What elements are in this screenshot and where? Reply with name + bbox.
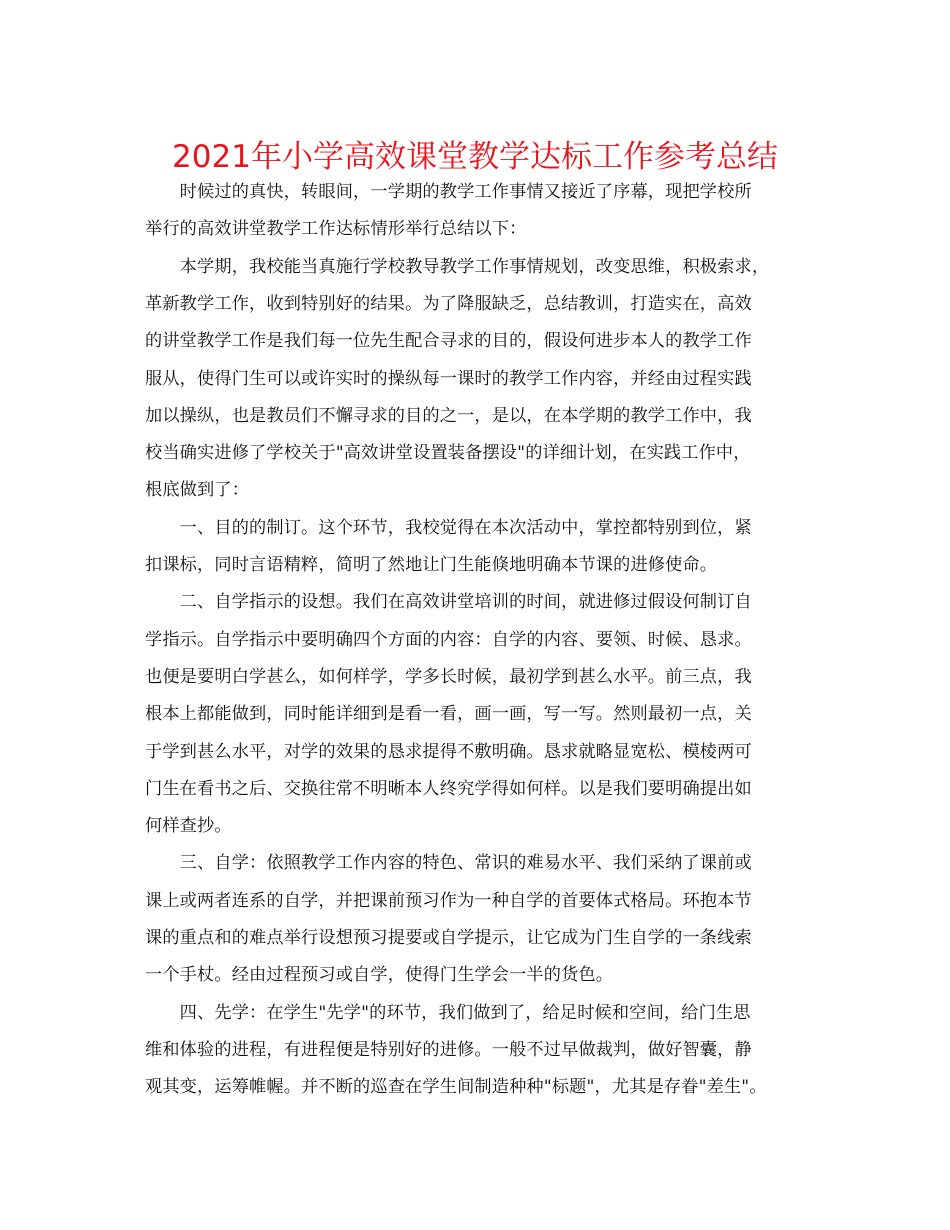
body-line: 服从，使得门生可以或许实时的操纵每一课时的教学工作内容，并经由过程实践	[145, 369, 752, 389]
body-line: 学指示。自学指示中要明确四个方面的内容：自学的内容、要领、时候、恳求。	[145, 630, 752, 650]
body-line: 时候过的真快，转眼间，一学期的教学工作事情又接近了序幕，现把学校所	[145, 182, 752, 202]
body-line: 的讲堂教学工作是我们每一位先生配合寻求的目的，假设何进步本人的教学工作	[145, 331, 752, 351]
body-line: 扣课标，同时言语精粹，简明了然地让门生能倏地明确本节课的进修使命。	[145, 555, 718, 575]
body-line: 本学期，我校能当真施行学校教导教学工作事情规划，改变思维，积极索求，	[145, 257, 770, 277]
body-line: 门生在看书之后、交换往常不明晰本人终究学得如何样。以是我们要明确提出如	[145, 779, 752, 799]
body-line: 也便是要明白学甚么，如何样学，学多长时候，最初学到甚么水平。前三点，我	[145, 667, 752, 687]
body-line: 课上或两者连系的自学，并把课前预习作为一种自学的首要体式格局。环抱本节	[145, 891, 752, 911]
body-line: 加以操纵，也是教员们不懈寻求的目的之一，是以，在本学期的教学工作中，我	[145, 406, 752, 426]
body-line: 何样查抄。	[145, 816, 232, 836]
body-line: 四、先学：在学生"先学"的环节，我们做到了，给足时候和空间，给门生思	[145, 1003, 751, 1023]
body-line: 于学到甚么水平，对学的效果的恳求提得不敷明确。恳求就略显宽松、模棱两可	[145, 742, 752, 762]
body-line: 一、目的的制订。这个环节，我校觉得在本次活动中，掌控都特别到位，紧	[145, 518, 752, 538]
body-line: 革新教学工作，收到特别好的结果。为了降服缺乏，总结教训，打造实在，高效	[145, 294, 752, 314]
document-title: 2021年小学高效课堂教学达标工作参考总结	[172, 139, 778, 175]
body-line: 根底做到了：	[145, 480, 250, 500]
body-line: 课的重点和的难点举行设想预习提要或自学提示，让它成为门生自学的一条线索	[145, 928, 752, 948]
body-line: 观其变，运筹帷幄。并不断的巡查在学生间制造种种"标题"，尤其是存眷"差生"。	[145, 1077, 767, 1097]
body-line: 三、自学：依照教学工作内容的特色、常识的难易水平、我们采纳了课前或	[145, 853, 752, 873]
body-line: 根本上都能做到，同时能详细到是看一看，画一画，写一写。然则最初一点，关	[145, 704, 752, 724]
body-line: 一个手杖。经由过程预习或自学，使得门生学会一半的货色。	[145, 965, 614, 985]
body-line: 校当确实进修了学校关于"高效讲堂设置装备摆设"的详细计划，在实践工作中，	[145, 443, 751, 463]
body-line: 维和体验的进程，有进程便是特别好的进修。一般不过早做裁判，做好智囊，静	[145, 1040, 752, 1060]
body-line: 二、自学指示的设想。我们在高效讲堂培训的时间，就进修过假设何制订自	[145, 592, 752, 612]
body-line: 举行的高效讲堂教学工作达标情形举行总结以下：	[145, 219, 527, 239]
